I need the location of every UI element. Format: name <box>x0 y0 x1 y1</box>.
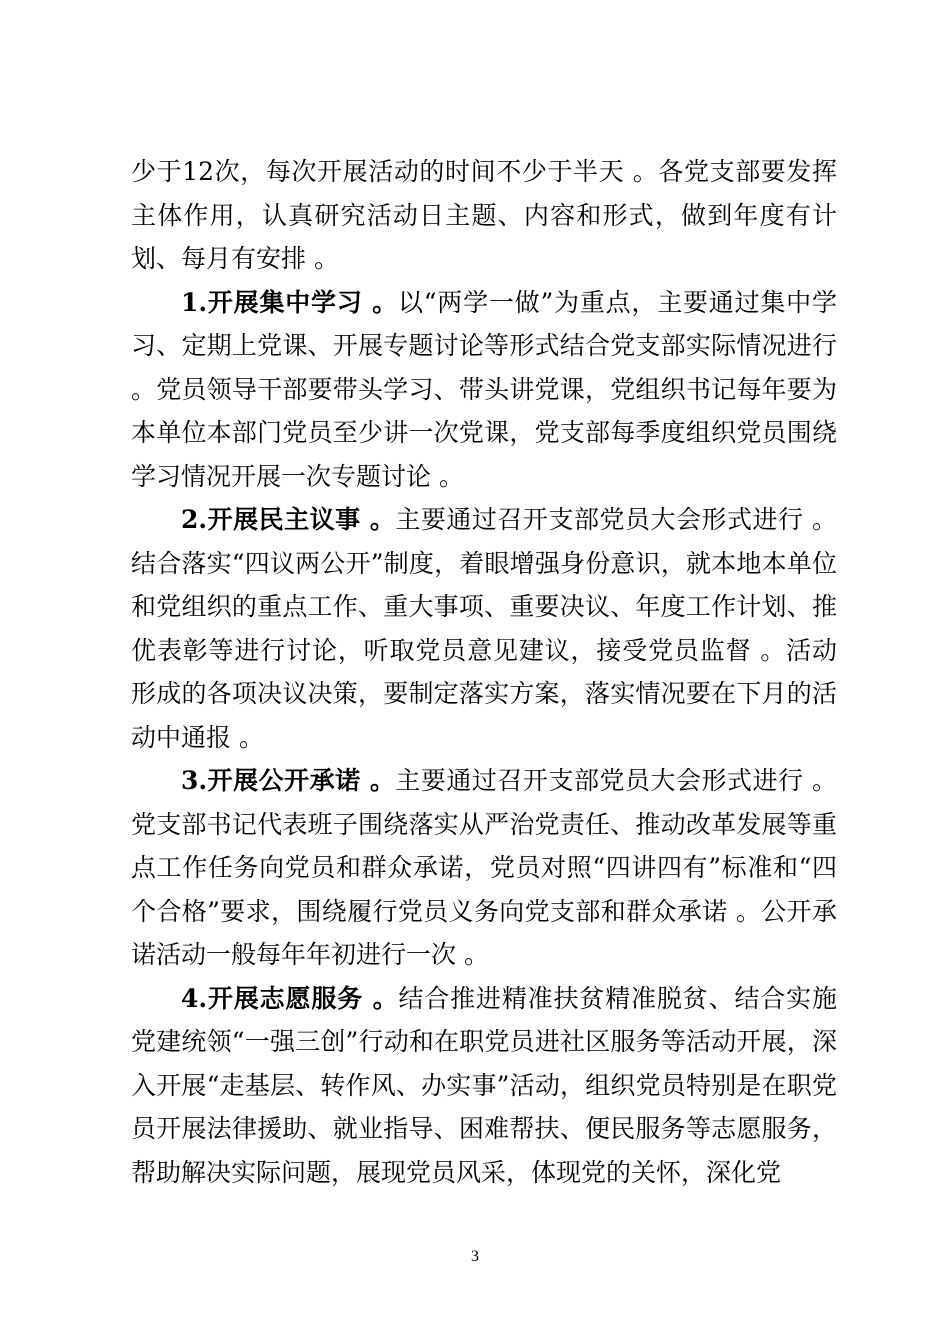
paragraph-continuation <box>131 150 837 281</box>
body-text <box>131 150 837 1194</box>
page-number: 3 <box>471 1248 479 1265</box>
paragraph-heading: 1.开展集中学习 。 <box>181 287 398 317</box>
paragraph-text: 结合推进精准扶贫精准脱贫、结合实施党建统领“一强三创”行动和在职党员进社区服务等活动开展，深入开展“走基层、转作风、办实事”活动，组织党员特别是在职党员开展法律援助、就业指导、困难帮扶、便民服务等志愿服务，帮助解决实际问题，展现党员风采，体现党的关怀，深化党 <box>131 983 837 1187</box>
paragraph-item-3 <box>131 759 837 977</box>
paragraph-text: 少于12次，每次开展活动的时间不少于半天 。各党支部要发挥主体作用，认真研究活动日主题、内容和形式，做到年度有计划、每月有安排 。 <box>131 157 837 273</box>
paragraph-heading: 2.开展民主议事 。 <box>181 505 396 534</box>
paragraph-text: 主要通过召开支部党员大会形式进行 。党支部书记代表班子围绕落实从严治党责任、推动改革发展等重点工作任务向党员和群众承诺，党员对照“四讲四有”标准和“四个合格”要求，围绕履行党员义务向党支部和群众承诺 。公开承诺活动一般每年年初进行一次 。 <box>131 766 837 969</box>
paragraph-text: 主要通过召开支部党员大会形式进行 。结合落实“四议两公开”制度，着眼增强身份意识，就本地本单位和党组织的重点工作、重大事项、重要决议、年度工作计划、推优表彰等进行讨论，听取党员意见建议，接受党员监督 。活动形成的各项决议决策，要制定落实方案，落实情况要在下月的活动中通报 。 <box>131 505 837 752</box>
paragraph-text: 以“两学一做”为重点，主要通过集中学习、定期上党课、开展专题讨论等形式结合党支部实际情况进行 。党员领导干部要带头学习、带头讲党课，党组织书记每年要为本单位本部门党员至少讲一次党课，党支部每季度组织党员围绕学习情况开展一次专题讨论 。 <box>131 287 837 491</box>
paragraph-heading: 3.开展公开承诺 。 <box>181 766 396 795</box>
paragraph-item-1 <box>131 281 837 499</box>
paragraph-heading: 4.开展志愿服务 。 <box>181 983 399 1013</box>
paragraph-item-2 <box>131 498 837 759</box>
paragraph-item-4 <box>131 977 837 1195</box>
